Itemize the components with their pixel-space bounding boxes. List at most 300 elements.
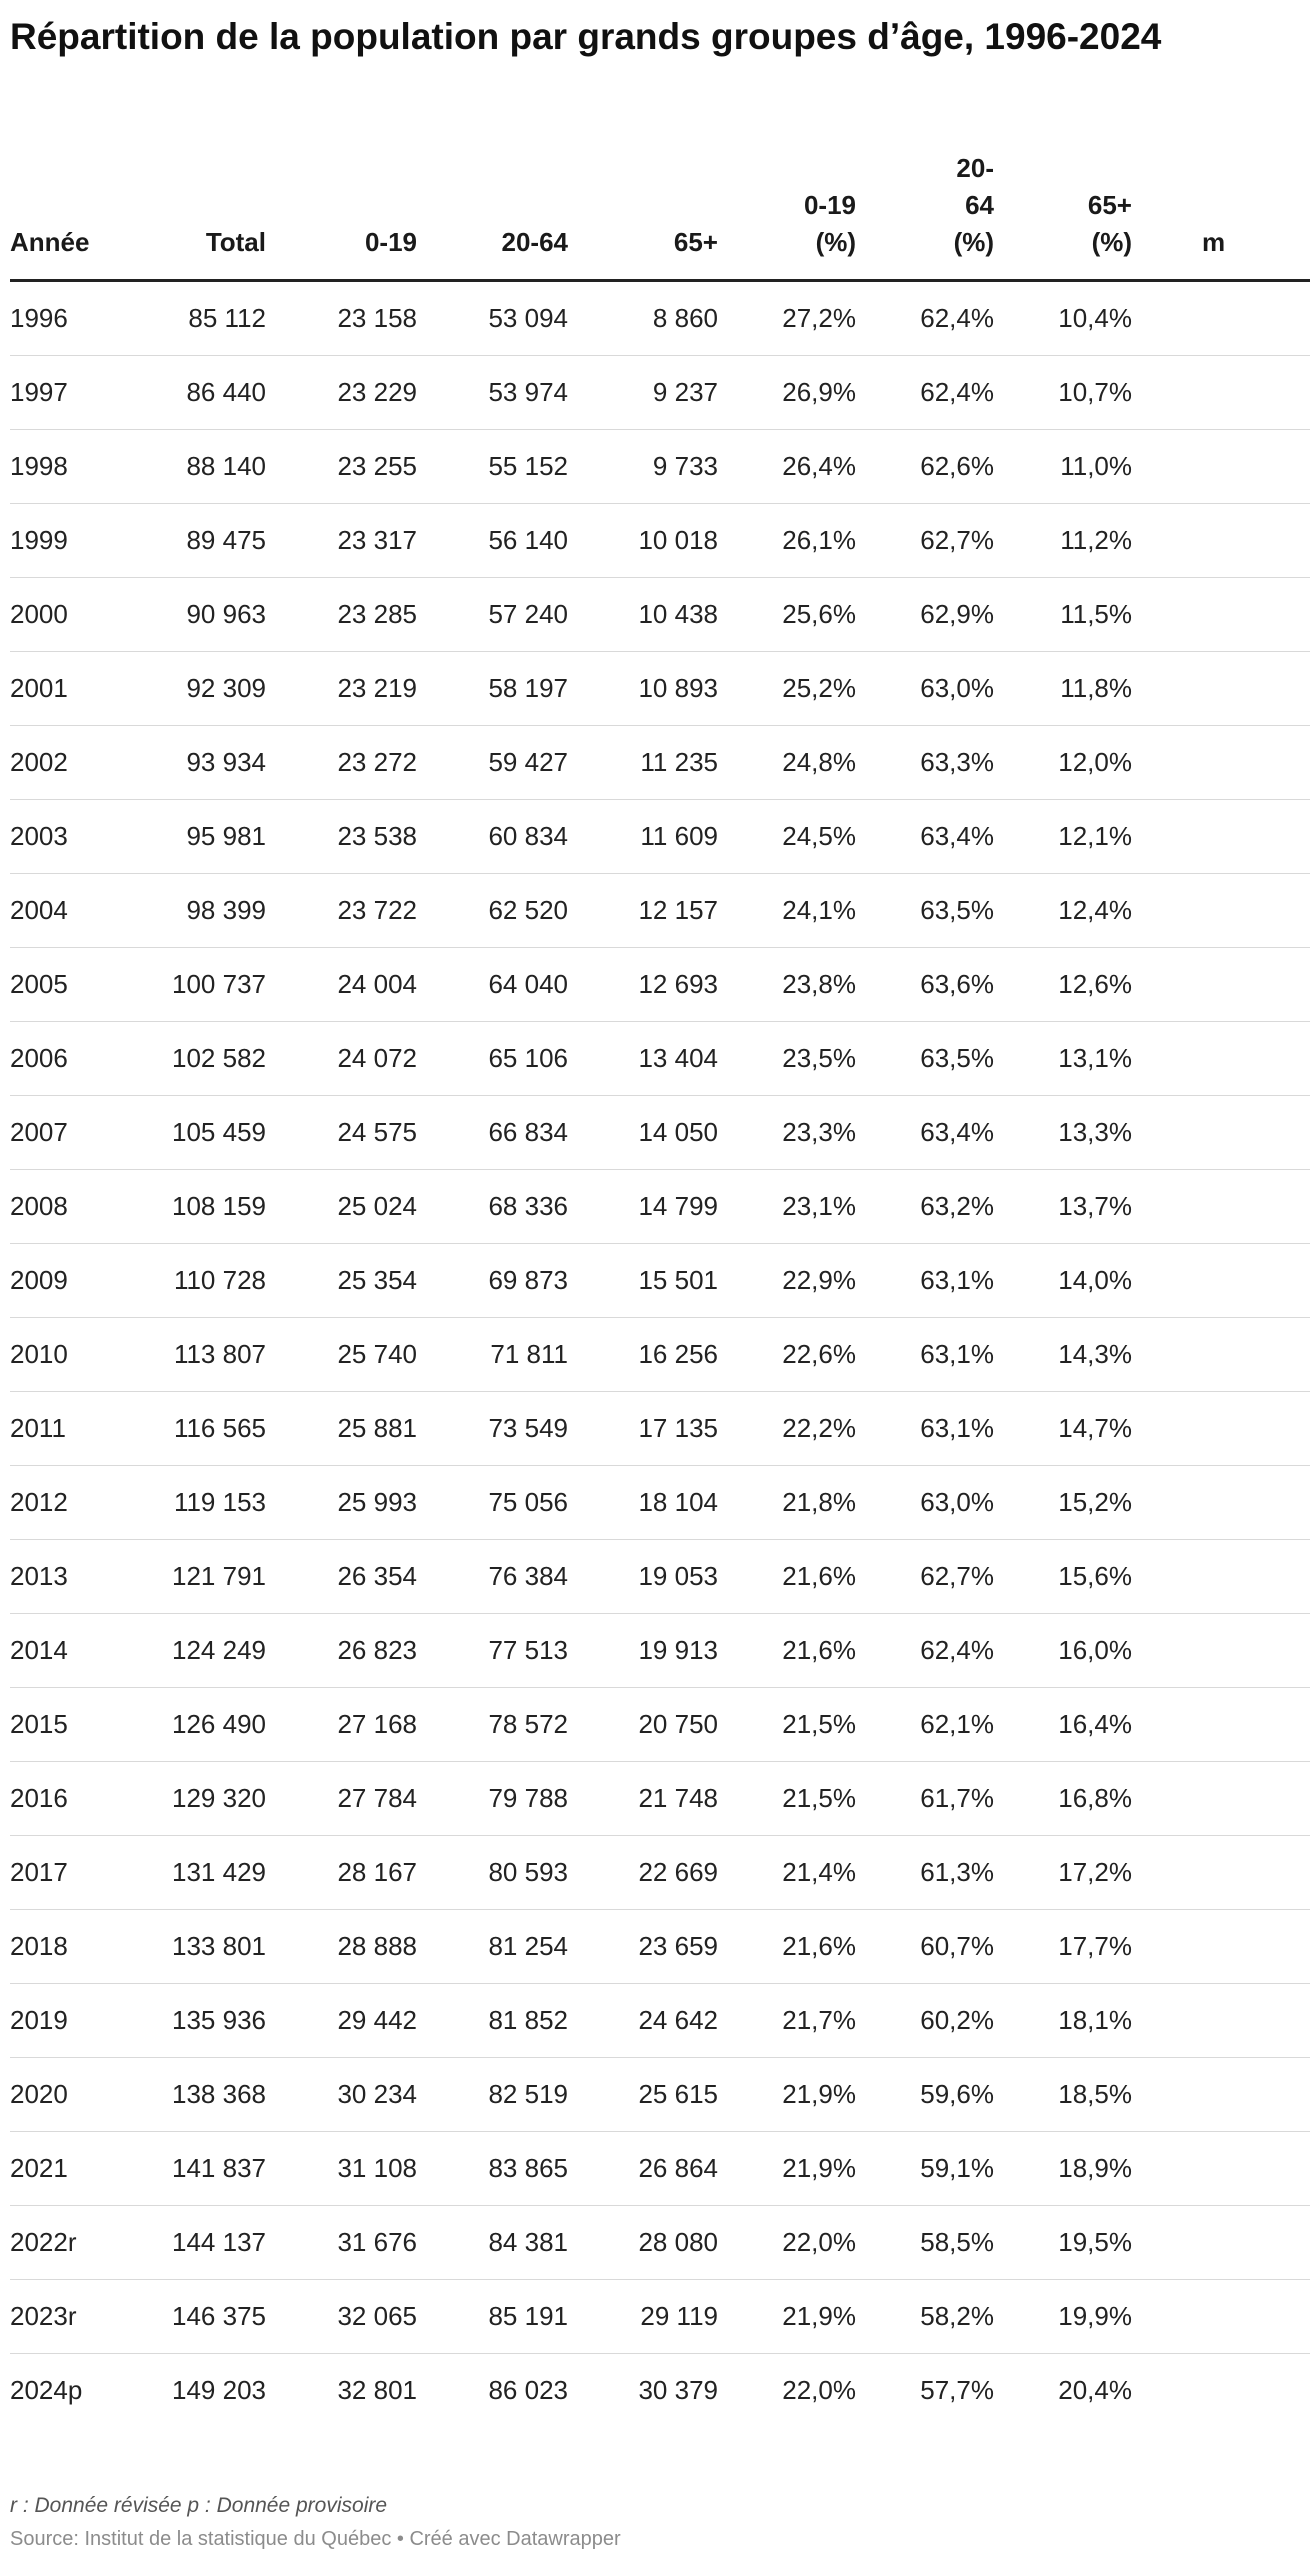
table-cell: 19 913 xyxy=(568,1614,718,1688)
table-cell: 20 750 xyxy=(568,1688,718,1762)
table-cell xyxy=(1132,1688,1310,1762)
table-row xyxy=(10,652,1310,726)
column-header[interactable] xyxy=(718,150,856,281)
data-table-container[interactable] xyxy=(10,150,1226,2427)
table-cell: 10,4% xyxy=(994,281,1132,356)
table-cell: 63,1% xyxy=(856,1392,994,1466)
table-cell: 116 565 xyxy=(120,1392,266,1466)
table-cell: 59 427 xyxy=(417,726,568,800)
column-header-text: 0-19 xyxy=(364,227,417,257)
table-header-row xyxy=(10,150,1310,281)
data-table xyxy=(10,150,1310,2427)
table-cell: 21,9% xyxy=(718,2280,856,2354)
table-cell: 62,7% xyxy=(856,1540,994,1614)
table-cell: 19 053 xyxy=(568,1540,718,1614)
table-cell: 22,0% xyxy=(718,2206,856,2280)
table-cell: 14 799 xyxy=(568,1170,718,1244)
table-cell: 75 056 xyxy=(417,1466,568,1540)
table-cell: 12 693 xyxy=(568,948,718,1022)
column-header[interactable] xyxy=(1132,150,1310,281)
table-cell: 12,6% xyxy=(994,948,1132,1022)
table-cell: 63,1% xyxy=(856,1244,994,1318)
table-cell: 14 050 xyxy=(568,1096,718,1170)
year-cell: 2010 xyxy=(10,1318,120,1392)
table-cell: 95 981 xyxy=(120,800,266,874)
table-cell: 129 320 xyxy=(120,1762,266,1836)
table-cell: 25 354 xyxy=(266,1244,417,1318)
table-cell: 110 728 xyxy=(120,1244,266,1318)
table-cell: 77 513 xyxy=(417,1614,568,1688)
table-row xyxy=(10,1910,1310,1984)
table-cell: 108 159 xyxy=(120,1170,266,1244)
table-cell: 21,5% xyxy=(718,1688,856,1762)
year-cell: 2023r xyxy=(10,2280,120,2354)
table-cell: 59,1% xyxy=(856,2132,994,2206)
table-cell: 98 399 xyxy=(120,874,266,948)
table-row xyxy=(10,504,1310,578)
table-cell xyxy=(1132,1836,1310,1910)
table-cell: 86 440 xyxy=(120,356,266,430)
table-cell: 23,8% xyxy=(718,948,856,1022)
source-credit: Source: Institut de la statistique du Québec • Créé avec Datawrapper xyxy=(10,2528,621,2550)
table-row xyxy=(10,726,1310,800)
table-cell: 63,5% xyxy=(856,874,994,948)
table-cell: 26,9% xyxy=(718,356,856,430)
table-cell: 58,5% xyxy=(856,2206,994,2280)
year-cell: 2022r xyxy=(10,2206,120,2280)
table-cell: 32 801 xyxy=(337,2375,417,2405)
table-cell xyxy=(1132,652,1310,726)
table-cell: 81 254 xyxy=(417,1910,568,1984)
year-cell: 2009 xyxy=(10,1244,120,1318)
table-cell: 23 229 xyxy=(266,356,417,430)
table-cell: 121 791 xyxy=(120,1540,266,1614)
table-cell: 14,3% xyxy=(994,1318,1132,1392)
table-cell: 25 993 xyxy=(266,1466,417,1540)
table-cell: 24,1% xyxy=(718,874,856,948)
table-cell: 21,6% xyxy=(718,1910,856,1984)
table-cell: 90 963 xyxy=(120,578,266,652)
table-cell: 57 240 xyxy=(417,578,568,652)
table-cell: 53 094 xyxy=(417,281,568,356)
column-header-text: 0-19 xyxy=(803,190,856,220)
table-cell: 25 881 xyxy=(266,1392,417,1466)
year-cell: 2014 xyxy=(10,1614,120,1688)
year-cell: 1997 xyxy=(10,356,120,430)
table-cell: 61,7% xyxy=(856,1762,994,1836)
year-cell: 1998 xyxy=(10,430,120,504)
year-cell: 2001 xyxy=(10,652,120,726)
table-cell: 61,3% xyxy=(856,1836,994,1910)
table-cell: 63,1% xyxy=(856,1318,994,1392)
table-row xyxy=(10,578,1310,652)
table-row xyxy=(10,1984,1310,2058)
year-cell: 2003 xyxy=(10,800,120,874)
table-cell: 21,9% xyxy=(718,2132,856,2206)
table-cell: 16 256 xyxy=(568,1318,718,1392)
column-header-text: 65+ xyxy=(673,227,718,257)
column-header[interactable] xyxy=(266,150,417,281)
table-cell: 105 459 xyxy=(120,1096,266,1170)
table-row xyxy=(10,430,1310,504)
table-cell: 124 249 xyxy=(120,1614,266,1688)
table-cell: 23 158 xyxy=(266,281,417,356)
table-cell: 62,4% xyxy=(856,356,994,430)
table-cell: 93 934 xyxy=(120,726,266,800)
table-cell: 17 135 xyxy=(568,1392,718,1466)
table-cell: 24 575 xyxy=(266,1096,417,1170)
table-cell xyxy=(1132,356,1310,430)
table-cell: 15 501 xyxy=(568,1244,718,1318)
year-cell: 2011 xyxy=(10,1392,120,1466)
table-cell: 63,3% xyxy=(856,726,994,800)
year-cell: 2002 xyxy=(10,726,120,800)
table-row xyxy=(10,2058,1310,2132)
table-cell xyxy=(1132,2132,1310,2206)
column-header-text: Année xyxy=(10,227,90,257)
table-cell: 28 167 xyxy=(266,1836,417,1910)
table-row xyxy=(10,874,1310,948)
table-cell: 62,6% xyxy=(856,430,994,504)
table-cell xyxy=(1132,281,1310,356)
year-cell: 2008 xyxy=(10,1170,120,1244)
table-cell: 100 737 xyxy=(120,948,266,1022)
table-cell: 11,5% xyxy=(994,578,1132,652)
column-header[interactable] xyxy=(856,150,994,281)
table-row xyxy=(10,1170,1310,1244)
table-cell: 28 888 xyxy=(266,1910,417,1984)
table-cell: 63,0% xyxy=(856,652,994,726)
year-cell: 2021 xyxy=(10,2132,120,2206)
table-cell: 11 609 xyxy=(568,800,718,874)
table-cell: 21,5% xyxy=(718,1762,856,1836)
table-cell: 23 219 xyxy=(266,652,417,726)
table-cell: 10 438 xyxy=(568,578,718,652)
table-cell: 76 384 xyxy=(417,1540,568,1614)
table-cell: 63,6% xyxy=(856,948,994,1022)
table-cell: 80 593 xyxy=(417,1836,568,1910)
table-cell: 138 368 xyxy=(120,2058,266,2132)
table-cell: 31 676 xyxy=(266,2206,417,2280)
table-cell: 14,0% xyxy=(994,1244,1132,1318)
table-cell: 24,8% xyxy=(718,726,856,800)
table-cell: 21,6% xyxy=(718,1540,856,1614)
table-cell xyxy=(1132,578,1310,652)
table-cell: 19,9% xyxy=(994,2280,1132,2354)
table-cell: 17,7% xyxy=(994,1910,1132,1984)
table-cell: 65 106 xyxy=(417,1022,568,1096)
table-cell: 113 807 xyxy=(120,1318,266,1392)
column-header[interactable] xyxy=(994,150,1132,281)
column-header-text: (%) xyxy=(953,227,994,257)
table-cell: 22,2% xyxy=(718,1392,856,1466)
column-header-text: 20-64 xyxy=(501,227,568,257)
table-cell: 27,2% xyxy=(718,281,856,356)
column-header-text: 65+ xyxy=(1087,190,1132,220)
table-cell: 63,0% xyxy=(856,1466,994,1540)
table-cell: 135 936 xyxy=(120,1984,266,2058)
table-cell: 81 852 xyxy=(417,1984,568,2058)
table-cell xyxy=(1132,726,1310,800)
table-cell xyxy=(1132,2354,1310,2428)
table-row xyxy=(10,1466,1310,1540)
table-cell: 71 811 xyxy=(417,1318,568,1392)
table-cell: 62 520 xyxy=(417,874,568,948)
table-notes: r : Donnée révisée p : Donnée provisoire xyxy=(10,2494,388,2517)
table-cell xyxy=(1132,2206,1310,2280)
table-cell: 12,1% xyxy=(994,800,1132,874)
table-cell: 89 475 xyxy=(120,504,266,578)
table-cell: 144 137 xyxy=(120,2206,266,2280)
year-cell: 2005 xyxy=(10,948,120,1022)
table-cell: 30 379 xyxy=(638,2375,718,2405)
table-cell: 59,6% xyxy=(856,2058,994,2132)
table-cell: 23 272 xyxy=(266,726,417,800)
table-cell: 68 336 xyxy=(417,1170,568,1244)
table-cell: 24 072 xyxy=(266,1022,417,1096)
table-row xyxy=(10,2132,1310,2206)
year-cell: 2018 xyxy=(10,1910,120,1984)
table-cell: 56 140 xyxy=(417,504,568,578)
table-cell: 53 974 xyxy=(417,356,568,430)
table-cell xyxy=(1132,1540,1310,1614)
table-cell: 15,2% xyxy=(994,1466,1132,1540)
table-cell: 55 152 xyxy=(417,430,568,504)
year-cell: 1999 xyxy=(10,504,120,578)
table-cell xyxy=(1132,1910,1310,1984)
table-cell: 21,4% xyxy=(718,1836,856,1910)
table-cell: 126 490 xyxy=(120,1688,266,1762)
table-cell xyxy=(1132,874,1310,948)
table-cell: 66 834 xyxy=(417,1096,568,1170)
table-cell: 58,2% xyxy=(856,2280,994,2354)
table-cell: 88 140 xyxy=(120,430,266,504)
table-cell: 13,3% xyxy=(994,1096,1132,1170)
table-cell: 30 234 xyxy=(266,2058,417,2132)
table-cell xyxy=(1132,1244,1310,1318)
table-cell: 60 834 xyxy=(417,800,568,874)
table-cell: 23 285 xyxy=(266,578,417,652)
table-row xyxy=(10,1762,1310,1836)
table-cell: 16,0% xyxy=(994,1614,1132,1688)
table-row xyxy=(10,1022,1310,1096)
column-header[interactable] xyxy=(10,150,120,281)
table-cell: 15,6% xyxy=(994,1540,1132,1614)
table-cell: 23,5% xyxy=(718,1022,856,1096)
table-cell: 62,1% xyxy=(856,1688,994,1762)
table-cell: 25,2% xyxy=(718,652,856,726)
table-cell: 13,1% xyxy=(994,1022,1132,1096)
column-header[interactable] xyxy=(417,150,568,281)
table-cell: 10 018 xyxy=(568,504,718,578)
table-cell: 9 237 xyxy=(568,356,718,430)
table-cell: 18,5% xyxy=(994,2058,1132,2132)
table-cell: 13,7% xyxy=(994,1170,1132,1244)
table-cell: 18,1% xyxy=(994,1984,1132,2058)
table-cell: 28 080 xyxy=(568,2206,718,2280)
table-cell: 25 740 xyxy=(266,1318,417,1392)
table-cell: 149 203 xyxy=(172,2375,266,2405)
year-cell: 2012 xyxy=(10,1466,120,1540)
year-cell: 2006 xyxy=(10,1022,120,1096)
table-cell: 57,7% xyxy=(920,2375,994,2405)
table-row xyxy=(10,1540,1310,1614)
table-cell xyxy=(1132,1466,1310,1540)
table-cell xyxy=(1132,948,1310,1022)
table-cell: 22,6% xyxy=(718,1318,856,1392)
table-cell: 20,4% xyxy=(1058,2375,1132,2405)
table-cell: 86 023 xyxy=(488,2375,568,2405)
table-cell: 25 615 xyxy=(568,2058,718,2132)
table-cell: 141 837 xyxy=(120,2132,266,2206)
table-cell: 78 572 xyxy=(417,1688,568,1762)
table-cell: 14,7% xyxy=(994,1392,1132,1466)
table-cell: 73 549 xyxy=(417,1392,568,1466)
table-cell: 92 309 xyxy=(120,652,266,726)
table-cell: 22 669 xyxy=(568,1836,718,1910)
table-cell: 9 733 xyxy=(568,430,718,504)
table-cell: 31 108 xyxy=(266,2132,417,2206)
year-cell: 2024p xyxy=(10,2375,83,2405)
table-row xyxy=(10,1318,1310,1392)
table-row xyxy=(10,1688,1310,1762)
table-cell: 27 168 xyxy=(266,1688,417,1762)
table-cell xyxy=(1132,504,1310,578)
table-cell xyxy=(1132,1022,1310,1096)
column-header-text: 64 xyxy=(965,190,994,220)
table-row xyxy=(10,2280,1310,2354)
table-cell: 83 865 xyxy=(417,2132,568,2206)
table-cell: 11,0% xyxy=(994,430,1132,504)
table-cell: 23 255 xyxy=(266,430,417,504)
table-row xyxy=(10,1392,1310,1466)
table-cell: 12,4% xyxy=(994,874,1132,948)
table-cell: 26 864 xyxy=(568,2132,718,2206)
table-row xyxy=(10,1836,1310,1910)
table-cell: 29 119 xyxy=(568,2280,718,2354)
chart-title: Répartition de la population par grands groupes d’âge, 1996-2024 xyxy=(10,16,1162,57)
table-row xyxy=(10,800,1310,874)
table-cell: 18 104 xyxy=(568,1466,718,1540)
column-header[interactable] xyxy=(568,150,718,281)
table-cell: 26,1% xyxy=(718,504,856,578)
table-cell: 29 442 xyxy=(266,1984,417,2058)
year-cell: 2017 xyxy=(10,1836,120,1910)
column-header-text: 20- xyxy=(956,153,994,183)
table-cell: 23 538 xyxy=(266,800,417,874)
year-cell: 2013 xyxy=(10,1540,120,1614)
table-cell: 25,6% xyxy=(718,578,856,652)
table-cell: 11,2% xyxy=(994,504,1132,578)
table-cell: 58 197 xyxy=(417,652,568,726)
table-cell: 62,9% xyxy=(856,578,994,652)
table-row xyxy=(10,1244,1310,1318)
table-cell xyxy=(1132,1096,1310,1170)
table-body xyxy=(10,281,1310,2428)
table-cell: 27 784 xyxy=(266,1762,417,1836)
table-cell: 10 893 xyxy=(568,652,718,726)
table-cell: 19,5% xyxy=(994,2206,1132,2280)
table-cell: 23 659 xyxy=(568,1910,718,1984)
table-cell: 146 375 xyxy=(120,2280,266,2354)
column-header[interactable] xyxy=(120,150,266,281)
table-cell: 18,9% xyxy=(994,2132,1132,2206)
column-header-text: (%) xyxy=(1091,227,1132,257)
table-cell: 8 860 xyxy=(568,281,718,356)
year-cell: 2015 xyxy=(10,1688,120,1762)
table-row xyxy=(10,1096,1310,1170)
table-cell: 62,4% xyxy=(856,1614,994,1688)
table-cell: 24 004 xyxy=(266,948,417,1022)
table-cell: 24 642 xyxy=(568,1984,718,2058)
table-cell: 60,7% xyxy=(856,1910,994,1984)
table-cell: 102 582 xyxy=(120,1022,266,1096)
table-cell: 17,2% xyxy=(994,1836,1132,1910)
table-cell: 12,0% xyxy=(994,726,1132,800)
table-cell: 32 065 xyxy=(266,2280,417,2354)
table-cell: 131 429 xyxy=(120,1836,266,1910)
table-cell: 10,7% xyxy=(994,356,1132,430)
table-cell xyxy=(1132,2280,1310,2354)
table-cell: 11 235 xyxy=(568,726,718,800)
table-cell xyxy=(1132,1762,1310,1836)
column-header-text: Total xyxy=(205,227,266,257)
table-cell: 16,4% xyxy=(994,1688,1132,1762)
column-header-text: m xyxy=(1202,227,1226,257)
year-cell: 2007 xyxy=(10,1096,120,1170)
year-cell: 2019 xyxy=(10,1984,120,2058)
table-cell: 119 153 xyxy=(120,1466,266,1540)
table-cell: 25 024 xyxy=(266,1170,417,1244)
table-row xyxy=(10,281,1310,356)
table-cell: 21 748 xyxy=(568,1762,718,1836)
table-cell: 23,3% xyxy=(718,1096,856,1170)
year-cell: 2000 xyxy=(10,578,120,652)
table-cell: 13 404 xyxy=(568,1022,718,1096)
table-cell: 63,5% xyxy=(856,1022,994,1096)
table-cell: 24,5% xyxy=(718,800,856,874)
table-cell: 84 381 xyxy=(417,2206,568,2280)
column-header-text: (%) xyxy=(815,227,856,257)
year-cell: 2004 xyxy=(10,874,120,948)
table-cell: 63,2% xyxy=(856,1170,994,1244)
table-cell xyxy=(1132,1392,1310,1466)
table-cell xyxy=(1132,430,1310,504)
table-cell xyxy=(1132,1170,1310,1244)
table-cell: 26,4% xyxy=(718,430,856,504)
table-row xyxy=(10,2206,1310,2280)
table-cell xyxy=(1132,1614,1310,1688)
table-cell: 21,9% xyxy=(718,2058,856,2132)
table-cell xyxy=(1132,2058,1310,2132)
table-cell: 64 040 xyxy=(417,948,568,1022)
table-cell: 69 873 xyxy=(417,1244,568,1318)
table-cell: 63,4% xyxy=(856,1096,994,1170)
table-cell: 79 788 xyxy=(417,1762,568,1836)
table-row xyxy=(10,2354,1310,2428)
table-cell: 16,8% xyxy=(994,1762,1132,1836)
table-cell: 21,7% xyxy=(718,1984,856,2058)
table-cell: 22,0% xyxy=(782,2375,856,2405)
table-row xyxy=(10,356,1310,430)
table-cell: 26 823 xyxy=(266,1614,417,1688)
table-row xyxy=(10,948,1310,1022)
table-row xyxy=(10,1614,1310,1688)
table-cell: 60,2% xyxy=(856,1984,994,2058)
table-cell xyxy=(1132,1318,1310,1392)
table-cell: 23 317 xyxy=(266,504,417,578)
table-cell: 21,6% xyxy=(718,1614,856,1688)
